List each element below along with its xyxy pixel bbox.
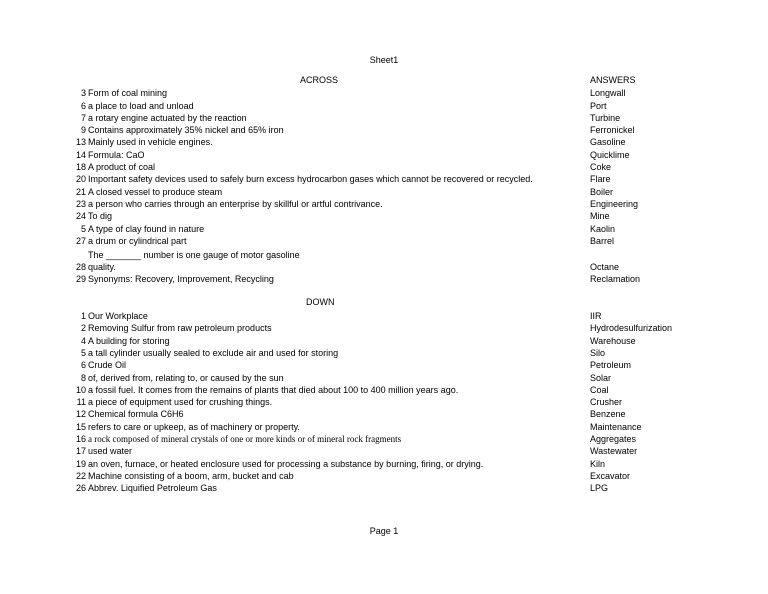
clue-number: 28 [75,261,86,272]
answer-text: Excavator [590,470,631,481]
clue-row [0,458,768,470]
clue-text: quality. [88,261,116,272]
answer-text: Maintenance [590,421,642,432]
clue-number: 7 [80,112,86,123]
clue-row [0,273,768,285]
clue-row [0,384,768,396]
clue-row [0,198,768,210]
answer-text: Solar [590,372,612,383]
clue-number: 2 [80,323,86,334]
clue-text: Important safety devices used to safely burn excess hydrocarbon gases which cannot be recovered or recycled. [88,174,533,185]
clue-number: 17 [75,446,86,457]
clue-number: 26 [75,483,86,494]
clue-row [0,408,768,420]
clue-row [0,396,768,408]
answer-text: Wastewater [590,446,638,457]
answer-text: Longwall [590,88,626,98]
clue-number: 11 [76,397,86,408]
page-footer: Page 1 [369,526,399,536]
clue-number: 6 [80,100,86,111]
answer-text: Barrel [590,235,615,246]
clue-number: 19 [75,458,86,469]
clue-number: 18 [75,162,86,172]
clue-text: a rock composed of mineral crystals of one or more kinds or of mineral rock fragments [88,434,402,444]
answer-text: Port [590,100,607,111]
clue-text: To dig [88,211,113,222]
answer-text: Silo [590,347,606,358]
clue-row [0,445,768,457]
clue-row [0,359,768,371]
clue-text: a place to load and unload [88,100,194,111]
clue-row [0,100,768,112]
clue-row [0,322,768,334]
clue-text: of, derived from, relating to, or caused by the sun [88,372,284,383]
answer-text: Petroleum [590,360,632,371]
clue-row [0,173,768,185]
clue-number: 23 [75,198,86,209]
answer-text: Ferronickel [590,125,635,136]
clue-row [0,235,768,247]
clue-text: used water [88,446,133,457]
clue-row [0,310,768,322]
clue-number: 22 [75,470,86,481]
clue-row [0,335,768,347]
clue-text: Synonyms: Recovery, Improvement, Recycling [88,273,274,284]
clue-text: Our Workplace [88,311,148,321]
answer-text: Mine [590,211,610,222]
answer-text: Coke [590,162,612,172]
clue-text: a tall cylinder usually sealed to exclude air and used for storing [88,347,339,358]
answer-text: Kiln [590,458,606,469]
clue-row [0,161,768,173]
clue-text: a piece of equipment used for crushing things. [88,397,273,408]
clue-number: 6 [80,360,86,371]
clue-text: A product of coal [88,162,156,172]
clue-text: Formula: CaO [88,149,145,160]
clue-text: a rotary engine actuated by the reaction [88,112,247,123]
clue-number: 15 [75,421,86,432]
clue-text: The _______ number is one gauge of motor gasoline [88,250,300,260]
answers-header: ANSWERS [590,75,636,85]
answer-text: LPG [590,483,609,494]
answer-text: Quicklime [590,149,630,160]
clue-row [0,421,768,433]
clue-text: A closed vessel to produce steam [88,186,223,197]
clue-text: Form of coal mining [88,88,168,98]
clue-number: 29 [75,273,86,284]
clue-number: 5 [80,347,86,358]
clue-text: A type of clay found in nature [88,223,205,234]
clue-row [0,223,768,235]
clue-number: 20 [75,174,86,185]
clue-row [0,261,768,273]
clue-text: a drum or cylindrical part [88,235,187,246]
clue-text: Chemical formula C6H6 [88,409,184,420]
answer-text: Aggregates [590,434,637,444]
clue-row [0,470,768,482]
clue-row [0,87,768,99]
clue-number: 9 [80,125,86,136]
down-header: DOWN [306,297,335,307]
clue-text: an oven, furnace, or heated enclosure used for processing a substance by burning, firing, or drying. [88,458,484,469]
clue-row [0,136,768,148]
clue-number: 21 [75,186,86,197]
clue-row [0,433,768,445]
clue-number: 5 [80,223,86,234]
answer-text: Crusher [590,397,623,408]
clue-number: 16 [75,434,86,444]
answer-text: Coal [590,384,609,395]
answer-text: Gasoline [590,137,626,148]
answer-text: Octane [590,261,620,272]
clue-row [0,149,768,161]
clue-text: Contains approximately 35% nickel and 65% iron [88,125,284,136]
clue-continuation-row [0,249,768,261]
clue-row [0,186,768,198]
answer-text: Benzene [590,409,626,420]
answer-text: IIR [590,311,602,321]
clue-row [0,372,768,384]
clue-row [0,482,768,494]
clue-number: 24 [75,211,86,222]
answer-text: Reclamation [590,273,641,284]
answer-text: Engineering [590,198,639,209]
clue-row [0,347,768,359]
clue-row [0,112,768,124]
answer-text: Turbine [590,112,621,123]
answer-text: Boiler [590,186,614,197]
clue-text: Machine consisting of a boom, arm, bucket and cab [88,470,294,481]
clue-text: Abbrev. Liquified Petroleum Gas [88,483,217,494]
clue-text: Mainly used in vehicle engines. [88,137,213,148]
clue-text: Crude Oil [88,360,127,371]
answer-text: Kaolin [590,223,616,234]
answer-text: Warehouse [590,335,636,346]
clue-text: Removing Sulfur from raw petroleum products [88,323,272,334]
clue-number: 1 [80,311,86,321]
clue-number: 12 [75,409,86,420]
clue-row [0,210,768,222]
clue-number: 27 [75,235,86,246]
across-header: ACROSS [300,75,339,85]
clue-text: a fossil fuel. It comes from the remains of plants that died about 100 to 400 million years ago. [88,384,459,395]
clue-text: refers to care or upkeep, as of machinery or property. [88,421,300,432]
clue-number: 10 [75,384,86,395]
answer-text: Flare [590,174,611,185]
clue-number: 4 [80,335,86,346]
clue-number: 8 [80,372,86,383]
clue-number: 13 [75,137,86,148]
clue-number: 14 [75,149,86,160]
clue-row [0,124,768,136]
clue-number: 3 [80,88,86,98]
sheet-title: Sheet1 [369,55,399,65]
answer-text: Hydrodesulfurization [590,323,673,334]
clue-text: A building for storing [88,335,170,346]
clue-text: a person who carries through an enterprise by skillful or artful contrivance. [88,198,383,209]
